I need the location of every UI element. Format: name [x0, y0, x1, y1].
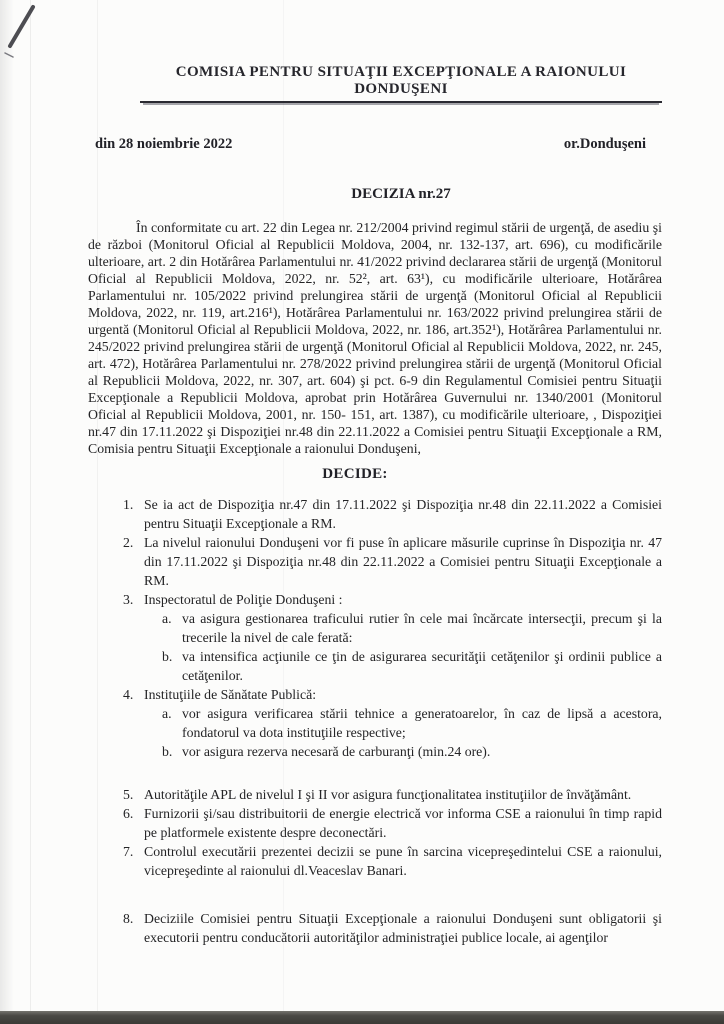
item-number: 5. — [123, 787, 134, 802]
item-number: 2. — [123, 535, 134, 550]
subitem-text: va asigura gestionarea traficului rutier în cele mai încărcate intersecţii, precum şi la trecerile la nivel de cale ferată: — [182, 611, 662, 645]
scan-crease-line — [97, 0, 98, 1024]
document-title: COMISIA PENTRU SITUAŢII EXCEPŢIONALE A RAIONULUI DONDUŞENI — [140, 64, 662, 103]
item-text: Instituţiile de Sănătate Publică: — [144, 687, 317, 702]
decision-item-8 — [88, 909, 662, 947]
item-text: Se ia act de Dispoziţia nr.47 din 17.11.2022 şi Dispoziţia nr.48 din 22.11.2022 a Comisiei pentru Situaţii Excepţionale a RM. — [144, 497, 662, 531]
scan-crease-line — [30, 0, 31, 1024]
item-number: 7. — [123, 844, 134, 859]
document-place: or.Donduşeni — [563, 136, 646, 152]
decision-item-5 — [88, 785, 662, 804]
pen-stroke-artifact — [0, 0, 60, 70]
subitem-letter: b. — [162, 649, 173, 664]
subitem-letter: b. — [162, 744, 173, 759]
decision-item-6 — [88, 804, 662, 842]
decision-items-list — [88, 495, 662, 947]
item-text: Deciziile Comisiei pentru Situaţii Excepţionale a raionului Donduşeni sunt obligatorii şi executorii pentru conducătorii autorităţilor administraţiei publice locale, ai agenţilor — [144, 911, 662, 945]
item-number: 8. — [123, 911, 134, 926]
scan-left-edge-shade — [0, 0, 14, 1024]
document-header — [88, 0, 662, 103]
decision-item-2 — [88, 533, 662, 590]
subitem-text: vor asigura rezerva necesară de carburanţi (min.24 ore). — [182, 744, 491, 759]
item-text: Controlul executării prezentei decizii se pune în sarcina vicepreşedintelui CSE a raionului, vicepreşedinte al raionului dl.Veaceslav Banari. — [144, 844, 662, 878]
item-number: 1. — [123, 497, 134, 512]
item-number: 6. — [123, 806, 134, 821]
subitem-letter: a. — [162, 706, 172, 721]
decision-item-4a — [88, 704, 662, 742]
scan-crease-line — [283, 0, 284, 1024]
subitem-letter: a. — [162, 611, 172, 626]
decision-item-7 — [88, 842, 662, 880]
scan-bottom-edge — [0, 1011, 724, 1024]
subitem-text: va intensifica acţiunile ce ţin de asigurarea securităţii cetăţenilor şi ordinii publice a cetăţenilor. — [182, 649, 662, 683]
item-text: Furnizorii şi/sau distribuitorii de energie electrică vor informa CSE a raionului în timp rapid pe platformele existente despre deconectări. — [144, 806, 662, 840]
decision-item-3a — [88, 609, 662, 647]
decision-item-4b — [88, 742, 662, 761]
decision-item-3 — [88, 590, 662, 609]
decide-heading: DECIDE: — [322, 466, 388, 482]
date-place-row — [88, 136, 662, 153]
decision-number-heading: DECIZIA nr.27 — [351, 186, 451, 202]
decision-item-3b — [88, 647, 662, 685]
item-number: 3. — [123, 592, 134, 607]
item-text: Inspectoratul de Poliţie Donduşeni : — [144, 592, 343, 607]
decision-item-4 — [88, 685, 662, 704]
item-number: 4. — [123, 687, 134, 702]
subitem-text: vor asigura verificarea stării tehnice a generatoarelor, în caz de lipsă a acestora, fondatorul va dota instituţiile respective; — [182, 706, 662, 740]
decision-item-1 — [88, 495, 662, 533]
document-date: din 28 noiembrie 2022 — [95, 136, 233, 152]
item-text: La nivelul raionului Donduşeni vor fi puse în aplicare măsurile cuprinse în Dispoziţia nr. 47 din 17.11.2022 şi Dispoziţia nr.48 din 22.11.2022 a Comisiei pentru Situaţii Excepţionale a RM. — [144, 535, 662, 588]
item-text: Autorităţile APL de nivelul I şi II vor asigura funcţionalitatea instituţiilor de învăţământ. — [144, 787, 632, 802]
preamble-paragraph: În conformitate cu art. 22 din Legea nr. 212/2004 privind regimul stării de urgenţă, de asediu şi de război (Monitorul Oficial al Republicii Moldova, 2004, nr. 132-137, art. 696), cu modificările ulterioare, art. 2 din Hotărârea Parlamentului nr. 41/2022 privind declararea stării de urgenţă (Monitorul Oficial al Republicii Moldova, 2022, nr. 52², art. 63¹), cu modificările ulterioare, Hotărârea Parlamentului nr. 105/2022 privind prelungirea stării de urgenţă (Monitorul Oficial al Republicii Moldova, 2022, nr. 119, art.216¹), Hotărârea Parlamentului nr. 163/2022 privind prelungirea stării de urgentă (Monitorul Oficial al Republicii Moldova, 2022, nr. 186, art.352¹), Hotărârea Parlamentului nr. 245/2022 privind prelungirea stării de urgenţă (Monitorul Oficial al Republicii Moldova, 2022, nr. 245, art. 472), Hotărârea Parlamentului nr. 278/2022 privind prelungirea stării de urgenţă (Monitorul Oficial al Republicii Moldova, 2022, nr. 307, art. 604) şi pct. 6-9 din Regulamentul Comisiei pentru Situaţii Excepţionale a Republicii Moldova, aprobat prin Hotărârea Guvernului nr. 1340/2001 (Monitorul Oficial al Republicii Moldova, 2001, nr. 150- 151, art. 1387), cu modificările ulterioare, , Dispoziţiei nr.47 din 17.11.2022 şi Dispoziţiei nr.48 din 22.11.2022 a Comisiei pentru Situaţii Excepţionale a RM, Comisia pentru Situaţii Excepţionale a raionului Donduşeni, — [88, 220, 662, 456]
